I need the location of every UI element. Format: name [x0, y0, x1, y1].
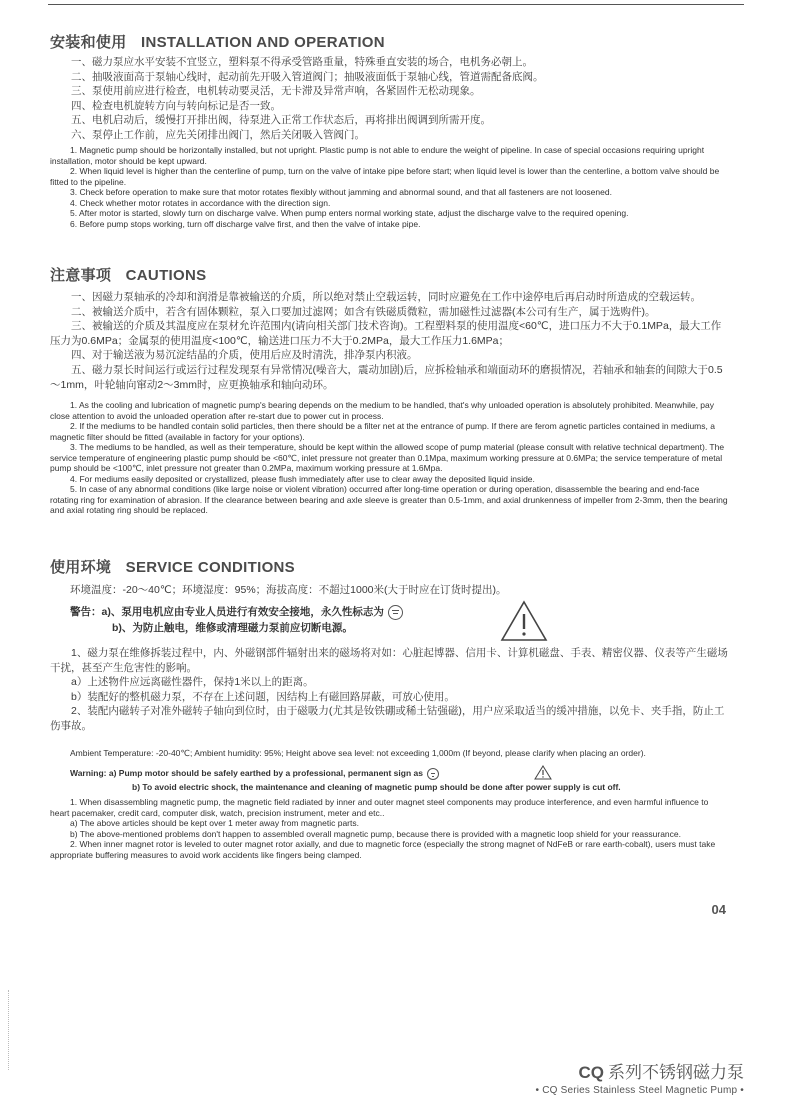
- list-item: 一、磁力泵应水平安装不宜竖立，塑料泵不得承受管路重量，特殊垂直安装的场合，电机务必朝上。: [71, 56, 533, 68]
- brand-cn: 系列不锈钢磁力泵: [608, 1063, 744, 1082]
- environment-cn: 环境温度：-20～40℃；环境湿度：95%；海拔高度：不超过1000米(大于时应在订货时提出)。: [70, 584, 507, 596]
- list-item: 四、检查电机旋转方向与转向标记是否一致。: [71, 99, 281, 112]
- page-number: 04: [711, 902, 726, 917]
- list-item: 五、磁力泵长时间运行或运行过程发现泵有异常情况(噪音大，震动加剧)后，应拆检轴承和端面动环的磨损情况，若轴承和轴套的间隙大于0.5～1mm，叶轮轴向窜动2～3mm时，应更换轴承和轴向动环。: [50, 363, 723, 391]
- installation-en-list: [50, 145, 730, 229]
- list-item: b）装配好的整机磁力泵，不存在上述问题，因结构上有磁回路屏蔽，可放心使用。: [71, 690, 455, 703]
- cautions-en-list: [50, 400, 730, 516]
- list-item: 1、磁力泵在维修拆装过程中，内、外磁钢部件辐射出来的磁场将对如：心脏起博器、信用卡、计算机磁盘、手表、精密仪器、仪表等产生磁场干扰，甚至产生危害性的影响。: [50, 647, 728, 674]
- warning-triangle-icon: [534, 765, 552, 780]
- scan-edge-mark: [8, 990, 11, 1070]
- list-item: a）上述物件应远离磁性器件，保持1米以上的距离。: [71, 676, 314, 689]
- list-item: 6. Before pump stops working, turn off discharge valve first, and then the valve of intake pipe.: [70, 218, 421, 229]
- cautions-title-cn: 注意事项: [50, 267, 112, 284]
- installation-title-cn: 安装和使用: [50, 34, 127, 51]
- ground-icon: [427, 768, 439, 780]
- list-item: 三、泵使用前应进行检查，电机转动要灵活，无卡滞及异常声响，各紧固件无松动现象。: [71, 85, 481, 98]
- warning-cn: [70, 604, 403, 636]
- service-en-list: [50, 797, 730, 860]
- list-item: 2. When inner magnet rotor is leveled to outer magnet rotor axially, and due to magnetic force (especially the strong magnet of NdFeB or rare earth-cobalt), users must take appropriate buffering measures to avoid work accidents like fingers being clamped.: [50, 839, 716, 860]
- list-item: 2. If the mediums to be handled contain solid particles, then there should be a filter net at the entrance of pump. If there are ferom agnetic particles contained in mediums, a magnetic filter should be fitted (available in factory for your options).: [50, 421, 715, 442]
- service-cn-list: [50, 646, 730, 734]
- brand-en: • CQ Series Stainless Steel Magnetic Pump •: [535, 1085, 744, 1096]
- service-title-en: SERVICE CONDITIONS: [125, 559, 295, 576]
- list-item: 2. When liquid level is higher than the centerline of pump, turn on the valve of intake pipe before start; when liquid level is lower than the centerline, a bottom valve should be fitted to the pipeline.: [50, 166, 720, 187]
- installation-title-en: INSTALLATION AND OPERATION: [140, 34, 385, 51]
- installation-heading: [50, 31, 385, 52]
- ambient-en: Ambient Temperature: -20-40℃; Ambient humidity: 95%; Height above sea level: not exceeding 1,000m (If beyond, please clarify when placing an order).: [70, 748, 646, 758]
- ground-icon: [388, 605, 403, 620]
- warning-cn-b: b)、为防止触电，维修或清理磁力泵前应切断电源。: [112, 622, 353, 634]
- list-item: 5. In case of any abnormal conditions (like large noise or violent vibration) occurred after long-time operation or during operation, disassemble the bearing and end-face rotating ring for examination of abrasion. If the clearance between bearing and axle sleeve is greater than 0.5-1mm, and axial drunkenness of impeller from 2-3mm, then the bearing and axial rotating ring should be replaced.: [50, 484, 728, 515]
- list-item: 1. As the cooling and lubrication of magnetic pump's bearing depends on the medium to be handled, that's why unloaded operation is absolutely prohibited. Meanwhile, pay close attention to avoid the unloaded operation after re-start due to power cut in process.: [50, 400, 714, 421]
- list-item: 5. After motor is started, slowly turn on discharge valve. When pump enters normal working state, adjust the discharge valve to the required opening.: [70, 208, 629, 218]
- cautions-cn-list: [50, 290, 730, 392]
- brand-prefix: CQ: [578, 1063, 604, 1082]
- list-item: 二、被输送介质中，若含有固体颗粒，泵入口要加过滤网；如含有铁磁质微粒，需加磁性过滤器(本公司有生产，属于选购件)。: [71, 305, 656, 318]
- list-item: 4. Check whether motor rotates in accordance with the direction sign.: [70, 197, 331, 208]
- list-item: 1. When disassembling magnetic pump, the magnetic field radiated by inner and outer magnet steel components may produce interference, and even harmful influence to heart pacemaker, credit card, computer disk, watch, precision instrument, meter and etc..: [50, 797, 709, 818]
- list-item: 四、对于输送液为易沉淀结晶的介质，使用后应及时清洗，排净泵内积液。: [71, 349, 418, 362]
- list-item: 3. The mediums to be handled, as well as their temperature, should be kept within the allowed scope of pump material (please consult with relative technical department). The service temperature of engineering plastic pump should be <60℃, inlet pressure not greater than 0.1Mpa, maximum working pressure at 0.6MPa; the service temperature of metal pump should be <100℃, inlet pressure not greater than 0.2MPa, maximum working pressure at 1.6Mpa.: [50, 442, 725, 473]
- service-heading: [50, 556, 295, 577]
- warning-cn-a: 警告：a)、泵用电机应由专业人员进行有效安全接地，永久性标志为: [70, 606, 384, 618]
- warning-en-a: Warning: a) Pump motor should be safely earthed by a professional, permanent sign as: [70, 768, 423, 778]
- warning-triangle-icon: [500, 600, 548, 642]
- list-item: 1. Magnetic pump should be horizontally installed, but not upright. Plastic pump is not able to endure the weight of pipeline. In case of special occasions requiring upright installation, motor should be kept upward.: [50, 145, 705, 166]
- list-item: 三、被输送的介质及其温度应在泵材允许范围内(请向相关部门技术咨询)。工程塑料泵的使用温度<60℃，进口压力不大于0.1MPa，最大工作压力为0.6MPa；金属泵的使用温度<100℃，输送进口压力不大于0.2MPa，最大工作压力1.6MPa；: [50, 320, 722, 347]
- service-title-cn: 使用环境: [50, 559, 112, 576]
- list-item: 一、因磁力泵轴承的冷却和润滑是靠被输送的介质，所以绝对禁止空载运转，同时应避免在工作中途停电后再启动时所造成的空载运转。: [71, 291, 701, 303]
- installation-cn-list: [50, 55, 730, 143]
- list-item: 4. For mediums easily deposited or crystallized, please flush immediately after use to clear away the deposited liquid inside.: [70, 473, 535, 484]
- list-item: 2、装配内磁转子对准外磁转子轴向到位时，由于磁吸力(尤其是钕铁硼或稀土钴强磁)，用户应采取适当的缓冲措施，以免卡、夹手指，防止工伤事故。: [50, 705, 725, 732]
- list-item: a) The above articles should be kept over 1 meter away from magnetic parts.: [70, 818, 359, 828]
- footer-brand: [536, 1058, 744, 1096]
- cautions-heading: [50, 264, 206, 285]
- top-rule: [48, 4, 744, 5]
- list-item: 六、泵停止工作前，应先关闭排出阀门，然后关闭吸入管阀门。: [71, 128, 365, 141]
- cautions-title-en: CAUTIONS: [125, 267, 207, 284]
- list-item: 3. Check before operation to make sure that motor rotates flexibly without jamming and abnormal sound, and that all fasteners are not loosened.: [70, 187, 612, 197]
- list-item: 五、电机启动后，缓慢打开排出阀，待泵进入正常工作状态后，再将排出阀调到所需开度。: [71, 114, 491, 127]
- list-item: 二、抽吸液面高于泵轴心线时，起动前先开吸入管道阀门；抽吸液面低于泵轴心线，管道需配备底阀。: [71, 70, 544, 83]
- warning-en-b: b) To avoid electric shock, the maintenance and cleaning of magnetic pump should be done after power supply is cut off.: [132, 782, 621, 792]
- list-item: b) The above-mentioned problems don't happen to assembled overall magnetic pump, because there is provided with a magnetic loop shield for your reassurance.: [70, 828, 681, 839]
